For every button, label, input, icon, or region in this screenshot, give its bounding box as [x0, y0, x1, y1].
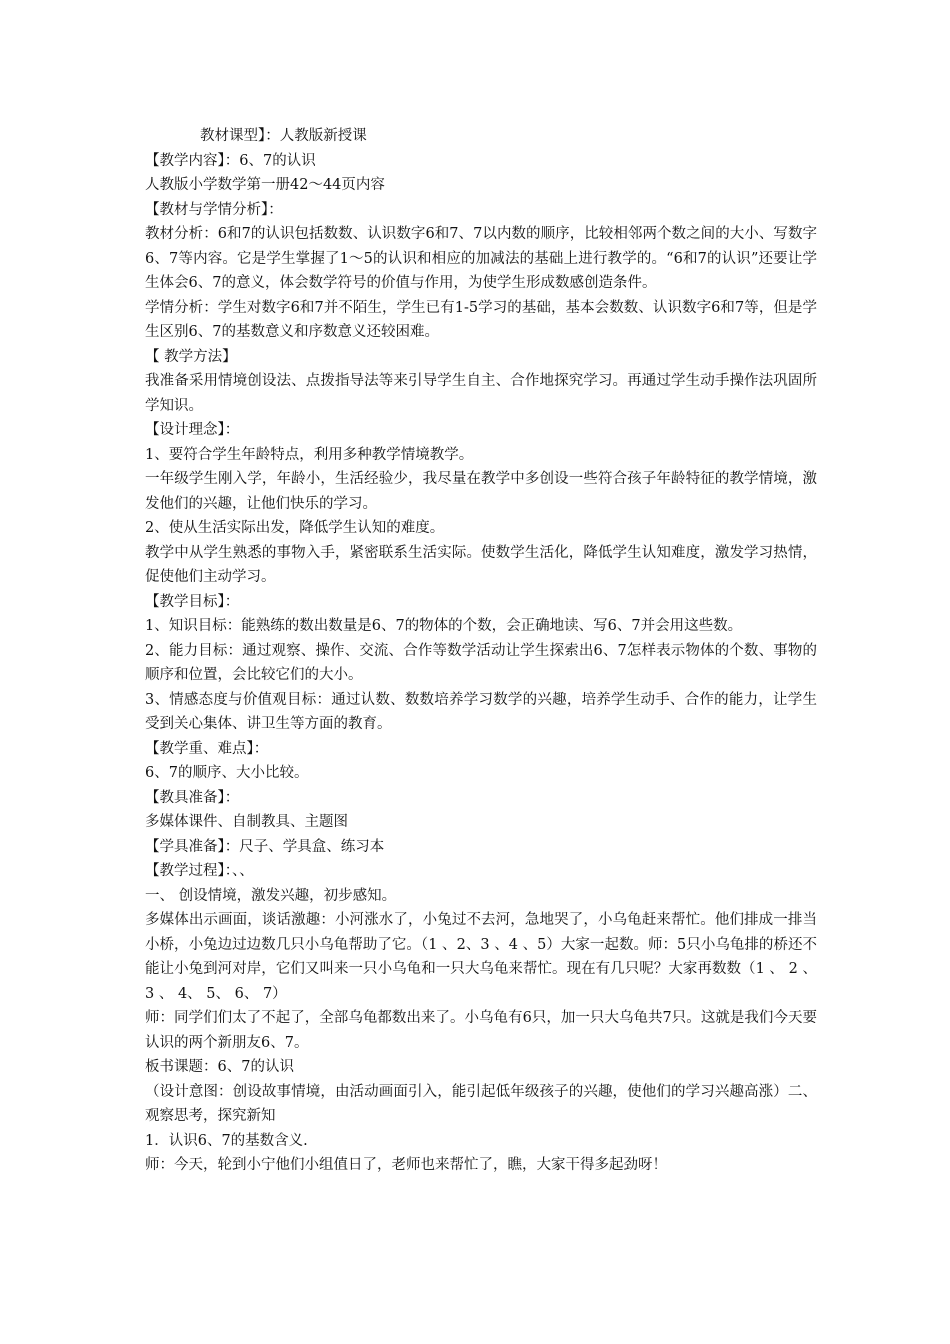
- student-analysis-paragraph: 学情分析：学生对数字6和7并不陌生，学生已有1-5学习的基础，基本会数数、认识数字6和7等，但是学生区别6、7的基数意义和序数意义还较困难。: [145, 299, 817, 340]
- knowledge-goal: 1、知识目标：能熟练的数出数量是6、7的物体的个数，会正确地读、写6、7并会用这些数。: [145, 618, 743, 634]
- story-paragraph: 多媒体出示画面，谈话激趣：小河涨水了，小兔过不去河，急地哭了，小乌龟赶来帮忙。他们排成一排当小桥，小兔边过边数几只小乌龟帮助了它。（1 、2、3 、4 、5）大家一起数。师：5只小乌龟排的桥还不能让小兔到河对岸，它们又叫来一只小乌龟和一只大乌龟来帮忙。现在有几只呢？大家再数数（1 、 2 、 3 、 4、 5、 6、 7）: [145, 912, 817, 1002]
- textbook-pages-line: 人教版小学数学第一册42～44页内容: [145, 177, 385, 193]
- ability-goal: 2、能力目标：通过观察、操作、交流、合作等数学活动让学生探索出6、7怎样表示物体的个数、事物的顺序和位置，会比较它们的大小。: [145, 642, 817, 683]
- learning-aids-line: 【学具准备】：尺子、学具盒、练习本: [145, 838, 385, 855]
- teaching-goals-heading: 【教学目标】：: [145, 593, 240, 610]
- concept-point-1: 1、要符合学生年龄特点，利用多种教学情境教学。: [145, 446, 474, 463]
- teacher-intro-line: 师：今天，轮到小宁他们小组值日了，老师也来帮忙了，瞧，大家干得多起劲呀！: [145, 1157, 667, 1173]
- design-concept-heading: 【设计理念】：: [145, 422, 240, 438]
- key-points-text: 6、7的顺序、大小比较。: [145, 765, 309, 781]
- teaching-content-heading: 【教学内容】：6、7的认识: [145, 152, 316, 169]
- document-page: [145, 124, 817, 1178]
- teaching-process-heading: 【教学过程】：、、: [145, 863, 254, 879]
- key-points-heading: 【教学重、难点】：: [145, 740, 269, 757]
- step-one-heading: 一、 创设情境，激发兴趣，初步感知。: [145, 887, 397, 904]
- board-title-line: 板书课题：6、7的认识: [145, 1059, 294, 1075]
- concept-point-2-detail: 教学中从学生熟悉的事物入手，紧密联系生活实际。使数学生活化，降低学生认知难度，激发学习热情，促使他们主动学习。: [145, 544, 817, 585]
- concept-point-1-detail: 一年级学生刚入学，年龄小，生活经验少，我尽量在教学中多创设一些符合孩子年龄特征的教学情境，激发他们的兴趣，让他们快乐的学习。: [145, 471, 817, 512]
- concept-point-2: 2、使从生活实际出发，降低学生认知的难度。: [145, 520, 445, 536]
- teaching-method-paragraph: 我准备采用情境创设法、点拨指导法等来引导学生自主、合作地探究学习。再通过学生动手操作法巩固所学知识。: [145, 373, 817, 414]
- analysis-heading: 【教材与学情分析】：: [145, 201, 283, 218]
- teaching-aids-text: 多媒体课件、自制教具、主题图: [145, 814, 348, 830]
- teacher-summary-paragraph: 师：同学们们太了不起了，全部乌龟都数出来了。小乌龟有6只，加一只大乌龟共7只。这就是我们今天要认识的两个新朋友6、7。: [145, 1010, 817, 1051]
- textbook-analysis-paragraph: 教材分析：6和7的认识包括数数、认识数字6和7、7以内数的顺序，比较相邻两个数之间的大小、写数字6、7等内容。它是学生掌握了1～5的认识和相应的加减法的基础上进行教学的。“6和7的认识”还要让学生体会6、7的意义，体会数学符号的价值与作用，为使学生形成数感创造条件。: [145, 226, 817, 291]
- design-intent-paragraph: （设计意图：创设故事情境，由活动画面引入，能引起低年级孩子的兴趣，使他们的学习兴趣高涨）二、观察思考，探究新知: [145, 1083, 817, 1124]
- cardinal-meaning-heading: 1．认识6、7的基数含义.: [145, 1132, 308, 1149]
- teaching-method-heading: 【 教学方法】: [145, 348, 237, 365]
- teaching-aids-heading: 【教具准备】：: [145, 789, 240, 806]
- lesson-type-line: 教材课型】：人教版新授课: [200, 128, 367, 144]
- emotion-goal: 3、情感态度与价值观目标：通过认数、数数培养学习数学的兴趣，培养学生动手、合作的能力，让学生受到关心集体、讲卫生等方面的教育。: [145, 691, 817, 732]
